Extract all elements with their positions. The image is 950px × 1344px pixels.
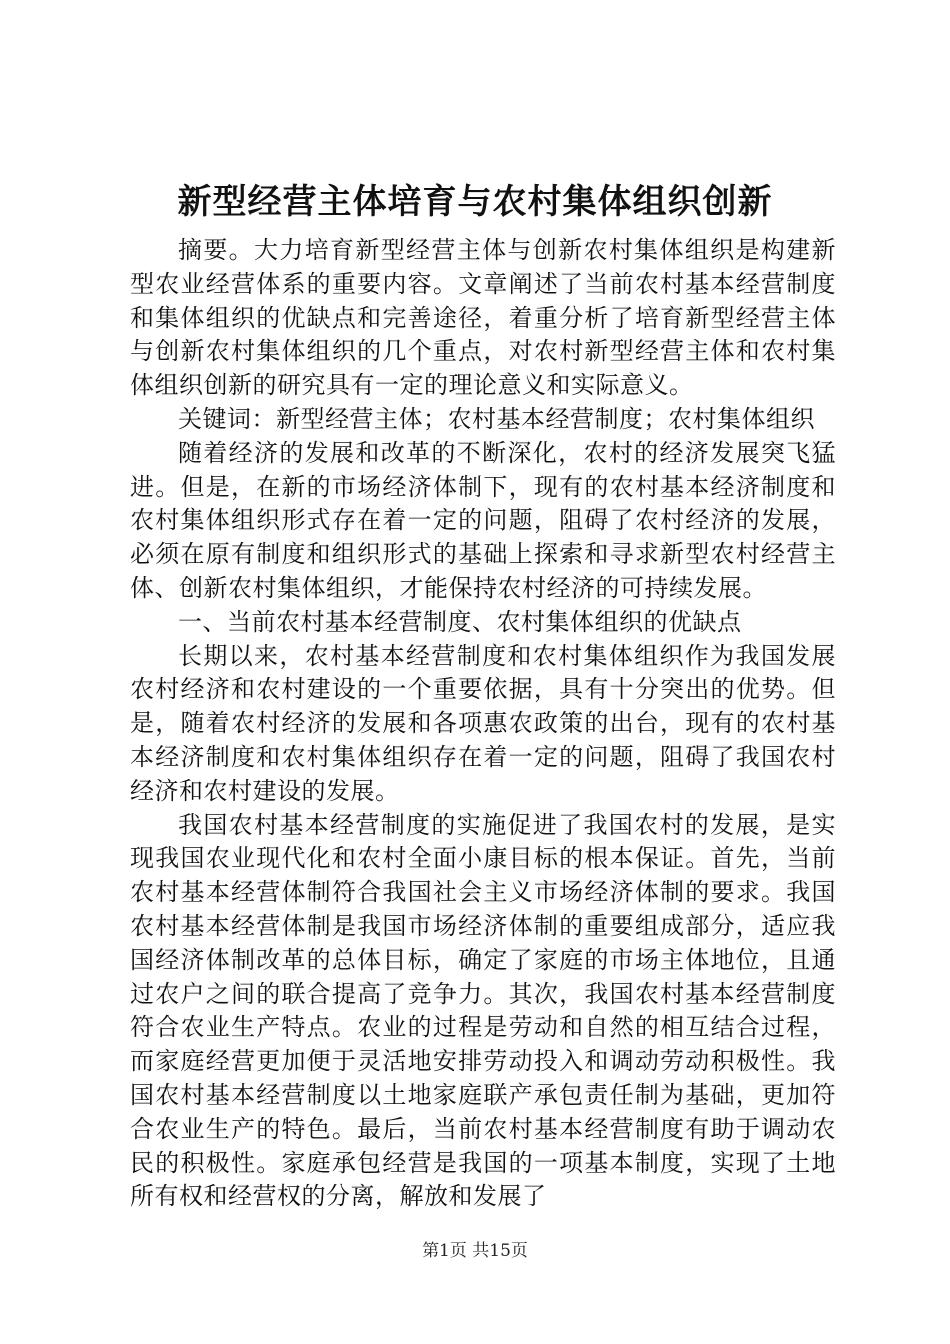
keywords-paragraph: 关键词：新型经营主体；农村基本经营制度；农村集体组织 <box>178 404 815 433</box>
document-body <box>130 234 836 1214</box>
body-paragraph: 我国农村基本经营制度的实施促进了我国农村的发展，是实现我国农业现代化和农村全面小康目标的根本保证。首先，当前农村基本经营体制符合我国社会主义市场经济体制的要求。我国农村基本经营体制是我国市场经济体制的重要组成部分，适应我国经济体制改革的总体目标，确定了家庭的市场主体地位，且通过农户之间的联合提高了竞争力。其次，我国农村基本经营制度符合农业生产特点。农业的过程是劳动和自然的相互结合过程，而家庭经营更加便于灵活地安排劳动投入和调动劳动积极性。我国农村基本经营制度以土地家庭联产承包责任制为基础，更加符合农业生产的特色。最后，当前农村基本经营制度有助于调动农民的积极性。家庭承包经营是我国的一项基本制度，实现了土地所有权和经营权的分离，解放和发展了 <box>130 810 836 1211</box>
section-heading: 一、当前农村基本经营制度、农村集体组织的优缺点 <box>178 607 742 636</box>
document-title: 新型经营主体培育与农村集体组织创新 <box>177 182 773 222</box>
page-footer: 第1页 共15页 <box>422 1241 528 1261</box>
abstract-paragraph: 摘要。大力培育新型经营主体与创新农村集体组织是构建新型农业经营体系的重要内容。文章阐述了当前农村基本经营制度和集体组织的优缺点和完善途径，着重分析了培育新型经营主体与创新农村集体组织的几个重点，对农村新型经营主体和农村集体组织创新的研究具有一定的理论意义和实际意义。 <box>130 236 836 400</box>
body-paragraph: 长期以来，农村基本经营制度和农村集体组织作为我国发展农村经济和农村建设的一个重要依据，具有十分突出的优势。但是，随着农村经济的发展和各项惠农政策的出台，现有的农村基本经济制度和农村集体组织存在着一定的问题，阻碍了我国农村经济和农村建设的发展。 <box>130 641 836 805</box>
intro-paragraph: 随着经济的发展和改革的不断深化，农村的经济发展突飞猛进。但是，在新的市场经济体制下，现有的农村基本经济制度和农村集体组织形式存在着一定的问题，阻碍了农村经济的发展，必须在原有制度和组织形式的基础上探索和寻求新型农村经营主体、创新农村集体组织，才能保持农村经济的可持续发展。 <box>130 438 836 602</box>
